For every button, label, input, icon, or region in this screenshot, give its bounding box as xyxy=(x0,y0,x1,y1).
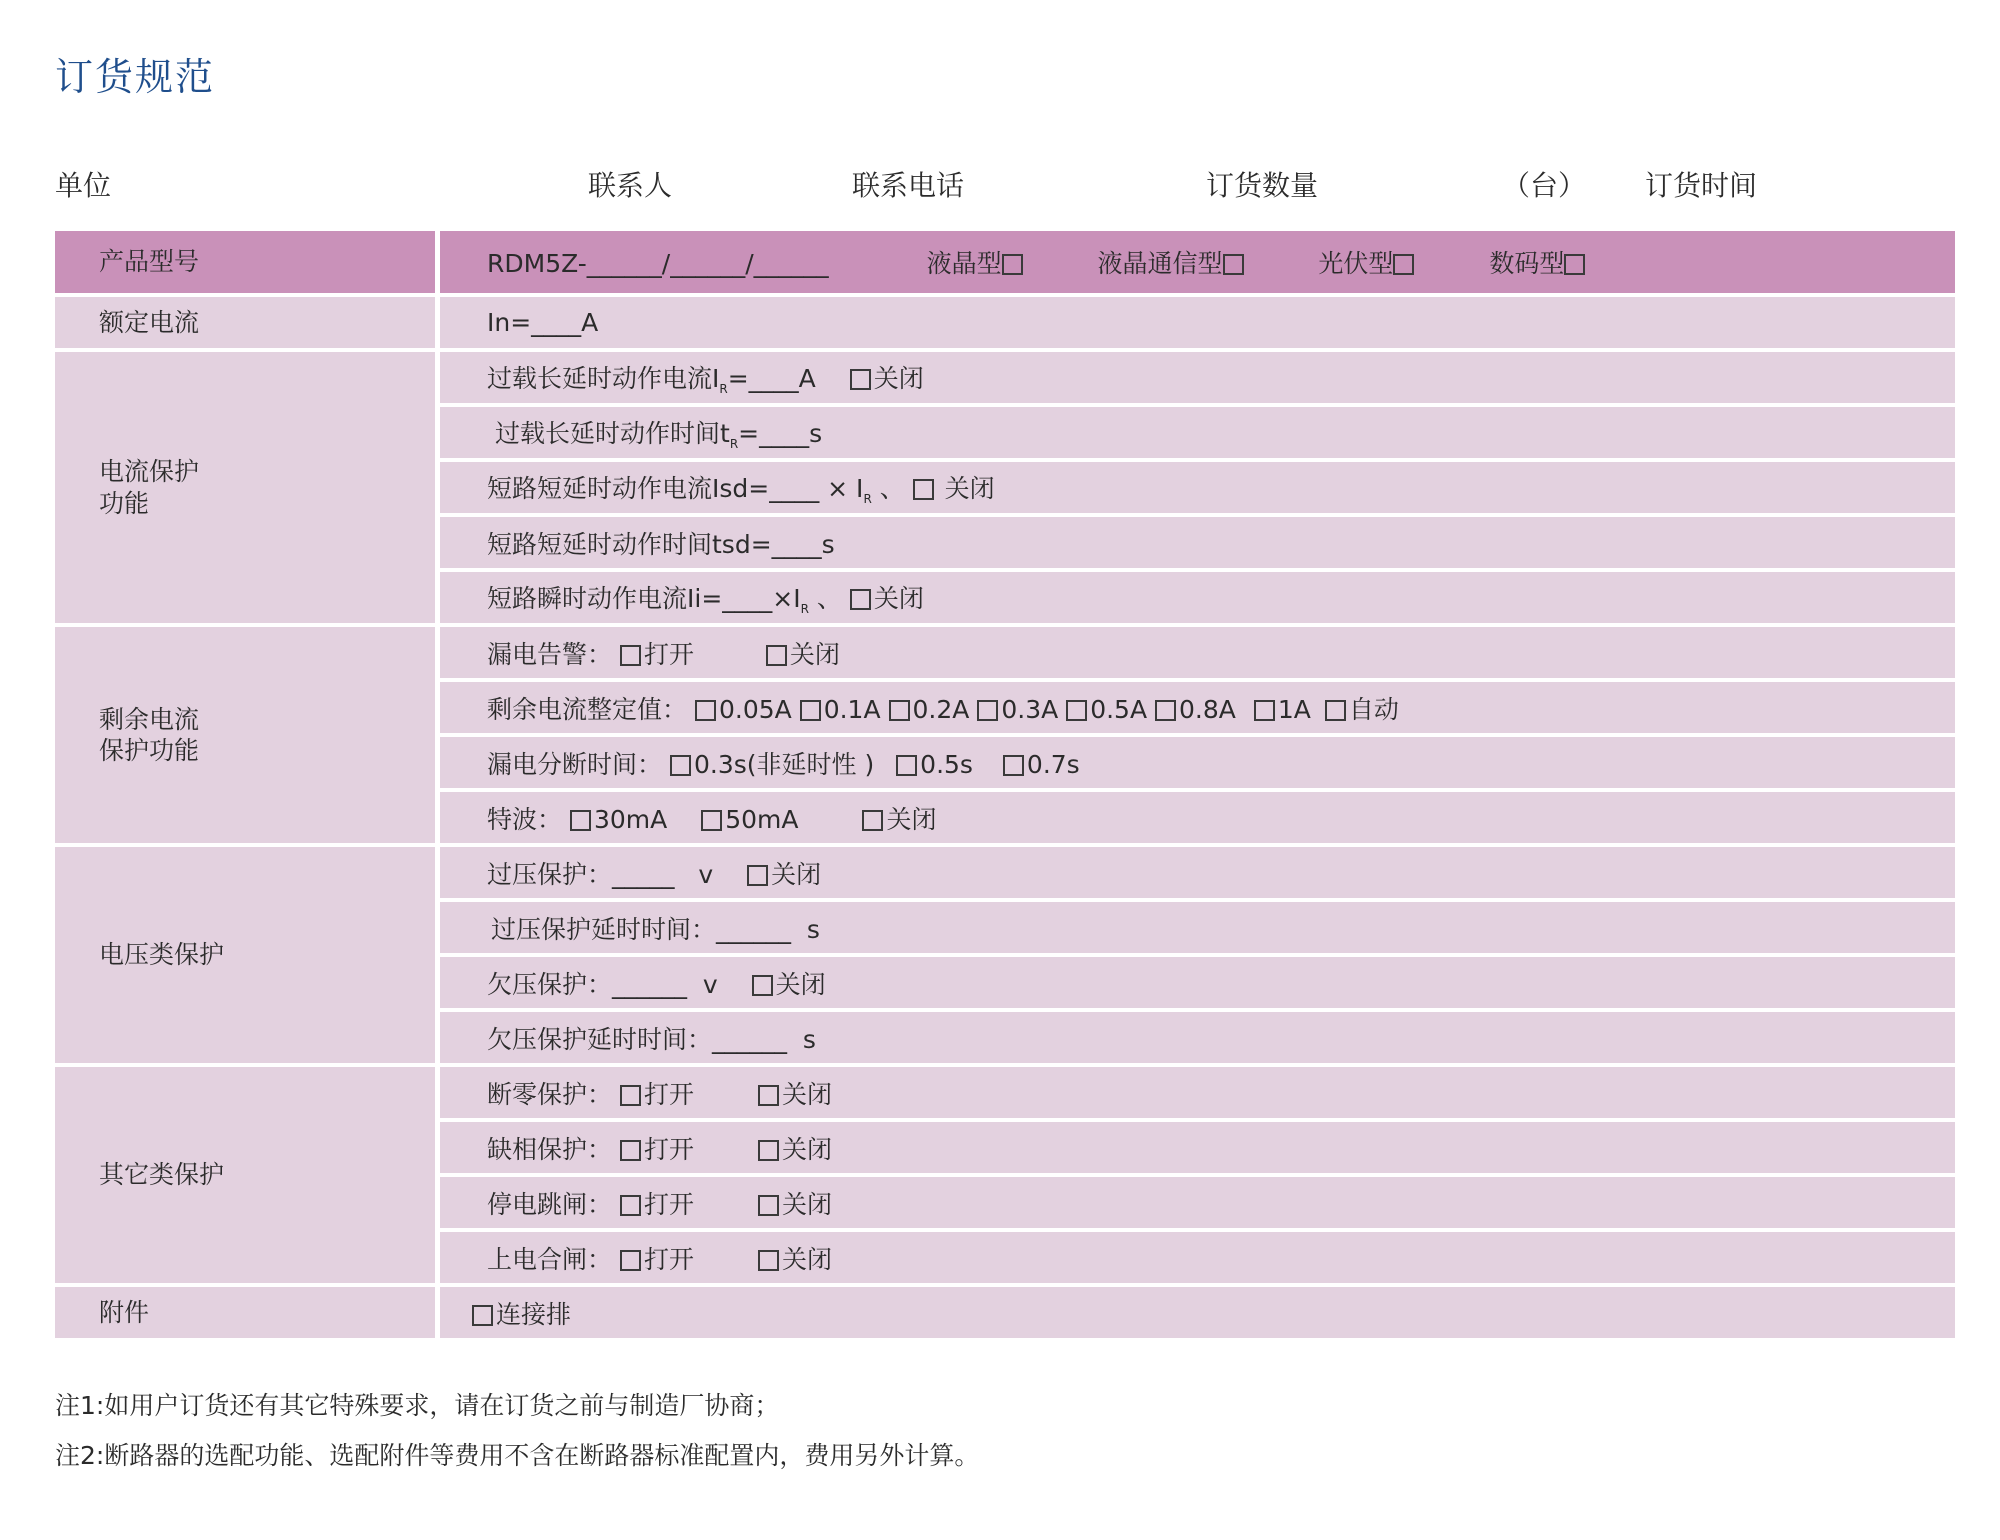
zero-break-label: 断零保护： xyxy=(487,1079,613,1109)
category-line: 电流保护 xyxy=(99,457,200,487)
undervoltage-delay-cell xyxy=(440,1012,1955,1067)
zero-break-cell xyxy=(440,1067,1955,1122)
power-off-trip-on-checkbox[interactable] xyxy=(620,1195,641,1216)
note-2: 注2:断路器的选配功能、选配附件等费用不含在断路器标准配置内，费用另外计算。 xyxy=(55,1441,980,1470)
unit-label: 单位 xyxy=(55,169,112,202)
separator: 、 xyxy=(808,584,842,613)
table-row-leak-alarm xyxy=(55,627,1955,682)
option-label: 关闭 xyxy=(781,1189,832,1219)
wave-off-checkbox[interactable] xyxy=(862,810,883,831)
option-label: 关闭 xyxy=(781,1244,832,1274)
order-time-label: 订货时间 xyxy=(1645,169,1758,202)
phase-loss-cell xyxy=(440,1122,1955,1177)
short-delay-current-text: 短路短延时动作电流Isd=____ × I xyxy=(487,474,864,503)
setting-0-8a-checkbox[interactable] xyxy=(1155,700,1176,721)
category-accessory: 附件 xyxy=(55,1287,440,1338)
special-wave-label: 特波： xyxy=(487,804,563,834)
model-value-cell xyxy=(440,231,1955,297)
subscript: R xyxy=(800,602,809,616)
leak-alarm-on-checkbox[interactable] xyxy=(620,645,641,666)
table-row-zero-break xyxy=(55,1067,1955,1122)
setting-auto-checkbox[interactable] xyxy=(1325,700,1346,721)
table-row-model xyxy=(55,231,1955,297)
table-row-overvoltage xyxy=(55,847,1955,902)
overload-time-text: 过载长延时动作时间t xyxy=(495,419,730,448)
subscript: R xyxy=(729,437,739,451)
phone-label: 联系电话 xyxy=(852,169,965,202)
option-label: 打开 xyxy=(643,1189,694,1219)
option-label: 打开 xyxy=(643,1134,694,1164)
setting-0-3a-checkbox[interactable] xyxy=(977,700,998,721)
power-on-close-on-checkbox[interactable] xyxy=(620,1250,641,1271)
option-label: 关闭 xyxy=(886,804,937,834)
break-time-0-3s-checkbox[interactable] xyxy=(670,755,691,776)
overload-time-cell xyxy=(440,407,1955,462)
contact-label: 联系人 xyxy=(588,169,673,202)
lcd-type-checkbox[interactable] xyxy=(1002,254,1023,275)
table-row-rated-current xyxy=(55,297,1955,352)
lcd-comm-type-checkbox[interactable] xyxy=(1223,254,1244,275)
overload-current-cell xyxy=(440,352,1955,407)
table-row-overload-current xyxy=(55,352,1955,407)
leak-alarm-off-checkbox[interactable] xyxy=(766,645,787,666)
overload-time-suffix: =____s xyxy=(738,419,823,448)
category-voltage-protection: 电压类保护 xyxy=(55,847,440,1067)
option-label: 0.1A xyxy=(823,694,881,724)
page-title: 订货规范 xyxy=(55,55,216,99)
category-line: 功能 xyxy=(99,488,150,518)
overvoltage-delay-text: 过压保护延时时间：______ s xyxy=(491,914,820,944)
category-residual-current xyxy=(55,627,440,847)
wave-30ma-checkbox[interactable] xyxy=(570,810,591,831)
undervoltage-text: 欠压保护：______ v xyxy=(487,969,718,999)
option-label: 30mA xyxy=(593,804,668,834)
power-off-trip-label: 停电跳闸： xyxy=(487,1189,613,1219)
setting-0-2a-checkbox[interactable] xyxy=(889,700,910,721)
setting-0-5a-checkbox[interactable] xyxy=(1066,700,1087,721)
phase-loss-off-checkbox[interactable] xyxy=(758,1140,779,1161)
option-label: 打开 xyxy=(643,1244,694,1274)
power-on-close-off-checkbox[interactable] xyxy=(758,1250,779,1271)
separator: 、 xyxy=(871,474,905,503)
leak-alarm-cell xyxy=(440,627,1955,682)
undervoltage-off-checkbox[interactable] xyxy=(752,975,773,996)
category-line: 剩余电流 xyxy=(99,704,200,734)
residual-setting-cell xyxy=(440,682,1955,737)
overload-current-text: 过载长延时动作电流I xyxy=(487,364,720,393)
quantity-unit-label: （台） xyxy=(1502,169,1587,202)
power-on-close-label: 上电合闸： xyxy=(487,1244,613,1274)
option-label: 打开 xyxy=(643,639,694,669)
overvoltage-delay-cell xyxy=(440,902,1955,957)
zero-break-on-checkbox[interactable] xyxy=(620,1085,641,1106)
table-row-accessory xyxy=(55,1287,1955,1338)
overload-current-off-checkbox[interactable] xyxy=(850,369,871,390)
connector-bar-checkbox[interactable] xyxy=(472,1305,493,1326)
residual-setting-label: 剩余电流整定值： xyxy=(487,694,688,724)
undervoltage-delay-text: 欠压保护延时时间：______ s xyxy=(487,1024,816,1054)
category-current-protection xyxy=(55,352,440,627)
option-label: 0.05A xyxy=(718,694,792,724)
short-delay-time-value: 短路短延时动作时间tsd=____s xyxy=(440,517,1955,572)
digital-type-label: 数码型 xyxy=(1489,249,1565,278)
short-delay-current-cell xyxy=(440,462,1955,517)
option-label: 关闭 xyxy=(781,1134,832,1164)
option-label: 关闭 xyxy=(873,584,924,613)
option-label: 50mA xyxy=(725,804,799,834)
pv-type-label: 光伏型 xyxy=(1318,249,1394,278)
power-off-trip-off-checkbox[interactable] xyxy=(758,1195,779,1216)
lcd-comm-type-label: 液晶通信型 xyxy=(1097,249,1223,278)
digital-type-checkbox[interactable] xyxy=(1564,254,1585,275)
option-label: 0.3s(非延时性 ) xyxy=(693,749,875,779)
leak-alarm-label: 漏电告警： xyxy=(487,639,613,669)
special-wave-cell xyxy=(440,792,1955,847)
option-label: 关闭 xyxy=(873,364,924,393)
overvoltage-off-checkbox[interactable] xyxy=(747,865,768,886)
option-label: 关闭 xyxy=(936,474,995,503)
power-off-trip-cell xyxy=(440,1177,1955,1232)
wave-50ma-checkbox[interactable] xyxy=(701,810,722,831)
option-label: 0.7s xyxy=(1026,749,1080,779)
subscript: R xyxy=(863,492,872,506)
phase-loss-label: 缺相保护： xyxy=(487,1134,613,1164)
short-delay-current-off-checkbox[interactable] xyxy=(913,479,934,500)
zero-break-off-checkbox[interactable] xyxy=(758,1085,779,1106)
pv-type-checkbox[interactable] xyxy=(1393,254,1414,275)
break-time-cell xyxy=(440,737,1955,792)
setting-0-1a-checkbox[interactable] xyxy=(800,700,821,721)
option-label: 打开 xyxy=(643,1079,694,1109)
option-label: 1A xyxy=(1277,694,1311,724)
instant-current-off-checkbox[interactable] xyxy=(850,589,871,610)
option-label: 0.2A xyxy=(912,694,970,724)
lcd-type-label: 液晶型 xyxy=(926,249,1002,278)
instant-current-text: 短路瞬时动作电流Ii=____×I xyxy=(487,584,801,613)
option-label: 关闭 xyxy=(775,969,826,999)
setting-1a-checkbox[interactable] xyxy=(1254,700,1275,721)
option-label: 0.3A xyxy=(1001,694,1059,724)
category-line: 保护功能 xyxy=(99,736,200,765)
category-model: 产品型号 xyxy=(55,231,440,297)
quantity-label: 订货数量 xyxy=(1206,169,1319,202)
accessory-cell xyxy=(440,1287,1955,1338)
option-label: 关闭 xyxy=(771,859,822,889)
category-rated-current: 额定电流 xyxy=(55,297,440,352)
phase-loss-on-checkbox[interactable] xyxy=(620,1140,641,1161)
break-time-label: 漏电分断时间： xyxy=(487,749,663,779)
undervoltage-cell xyxy=(440,957,1955,1012)
break-time-0-5s-checkbox[interactable] xyxy=(896,755,917,776)
option-label: 自动 xyxy=(1348,694,1399,724)
overvoltage-cell xyxy=(440,847,1955,902)
subscript: R xyxy=(719,382,728,396)
category-other-protection: 其它类保护 xyxy=(55,1067,440,1287)
option-label: 关闭 xyxy=(789,639,840,669)
instant-current-cell xyxy=(440,572,1955,627)
option-label: 连接排 xyxy=(496,1299,572,1329)
rated-current-value: In=____A xyxy=(440,297,1955,352)
overvoltage-text: 过压保护：_____ v xyxy=(487,859,714,889)
break-time-0-7s-checkbox[interactable] xyxy=(1003,755,1024,776)
option-label: 关闭 xyxy=(781,1079,832,1109)
option-label: 0.5s xyxy=(920,749,973,779)
note-1: 注1:如用户订货还有其它特殊要求，请在订货之前与制造厂协商； xyxy=(55,1391,780,1420)
setting-0-05a-checkbox[interactable] xyxy=(695,700,716,721)
option-label: 0.5A xyxy=(1090,694,1148,724)
order-spec-table xyxy=(55,231,1955,1338)
option-label: 0.8A xyxy=(1179,694,1236,724)
power-on-close-cell xyxy=(440,1232,1955,1287)
overload-current-suffix: =____A xyxy=(727,364,816,393)
model-code: RDM5Z-______/______/______ xyxy=(487,249,829,278)
